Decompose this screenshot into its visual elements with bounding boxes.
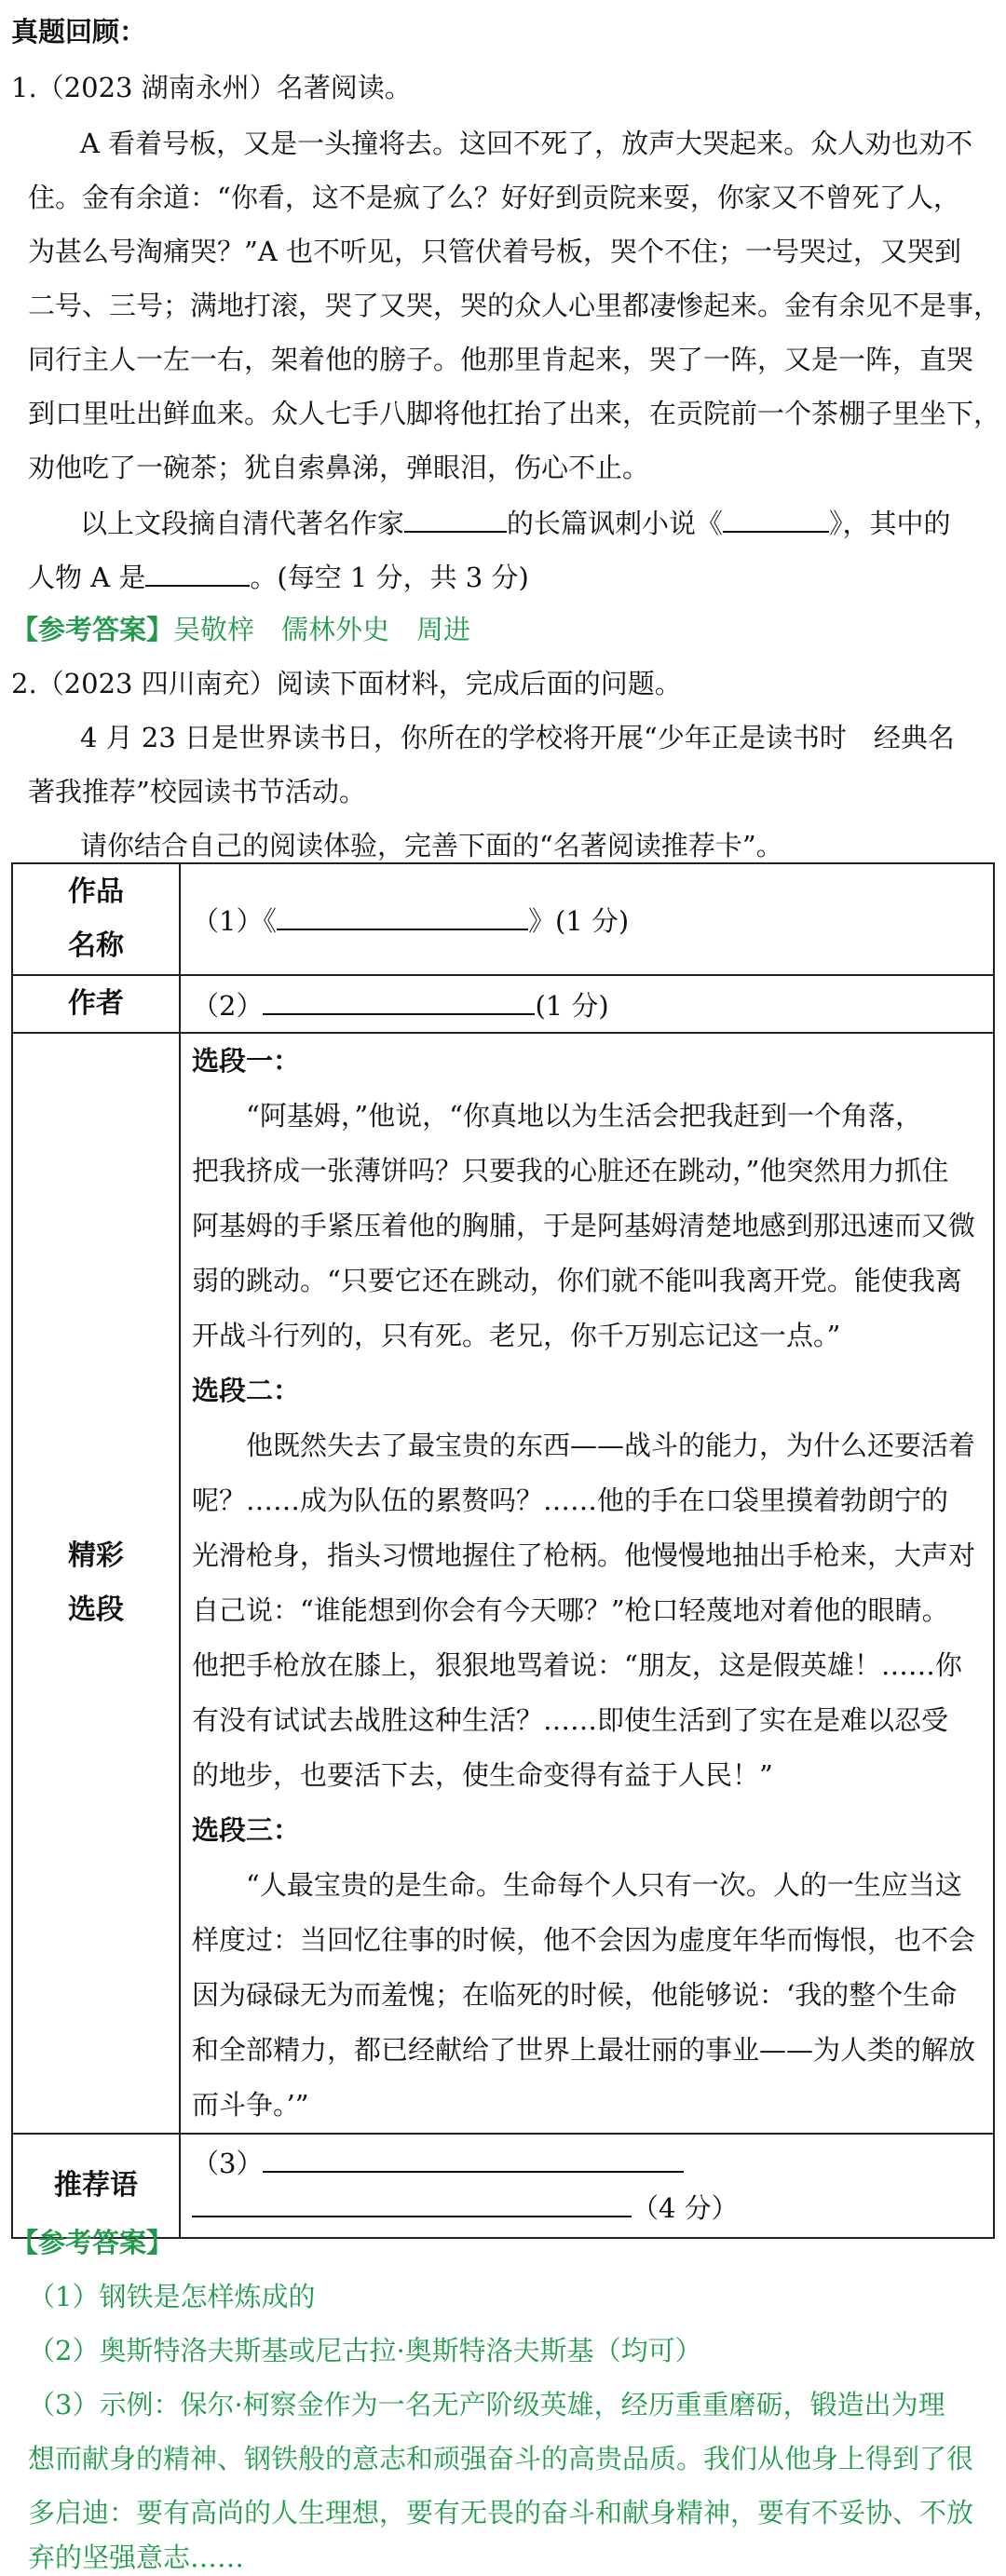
blank-recommendation-1[interactable] xyxy=(263,2143,684,2173)
answer-line: 多启迪：要有高尚的人生理想，要有无畏的奋斗和献身精神，要有不妥协、不放 xyxy=(28,2497,974,2529)
recommendation-card xyxy=(11,862,995,2239)
recommendation-field: （3） （4 分） xyxy=(180,2134,994,2238)
excerpt-line: 因为碌碌无为而羞愧；在临死的时候，他能够说：‘我的整个生命 xyxy=(192,1979,958,2011)
answer-line: 弃的坚强意志…… xyxy=(28,2542,245,2573)
blank-author[interactable] xyxy=(404,503,507,533)
excerpt-line: 样度过：当回忆往事的时候，他不会因为虚度年华而悔恨，也不会 xyxy=(192,1924,976,1956)
blank-recommendation-2[interactable] xyxy=(192,2188,632,2217)
author-field: （2） (1 分) xyxy=(180,975,994,1033)
q1-heading: 1.（2023 湖南永州）名著阅读。 xyxy=(11,72,412,103)
excerpt-line: 而斗争。’” xyxy=(192,2089,309,2121)
q2-heading: 2.（2023 四川南充）阅读下面材料，完成后面的问题。 xyxy=(11,668,682,699)
q2-intro-line: 著我推荐”校园读书节活动。 xyxy=(28,776,366,807)
excerpt-1-title: 选段一： xyxy=(192,1045,301,1077)
q1-question-cont: 人物 A 是 。(每空 1 分，共 3 分) xyxy=(28,557,529,596)
card-row-author xyxy=(12,975,994,1033)
q1-passage-line: 同行主人一左一右，架着他的膀子。他那里肯起来，哭了一阵，又是一阵，直哭 xyxy=(28,344,974,375)
answer-line: 想而献身的精神、钢铁般的意志和顽强奋斗的高贵品质。我们从他身上得到了很 xyxy=(28,2443,974,2474)
answer-label: 【参考答案】 xyxy=(11,2227,174,2258)
q1-passage-line: 劝他吃了一碗茶；犹自索鼻涕，弹眼泪，伤心不止。 xyxy=(28,452,650,483)
answer-text: 吴敬梓 儒林外史 周进 xyxy=(173,614,471,645)
card-row-recommendation xyxy=(12,2134,994,2238)
excerpt-line: 有没有试试去战胜这种生活？……即使生活到了实在是难以忍受 xyxy=(192,1704,949,1736)
q1-passage-line: 二号、三号；满地打滚，哭了又哭，哭的众人心里都凄惨起来。金有余见不是事， xyxy=(28,290,1001,321)
excerpt-line: 和全部精力，都已经献给了世界上最壮丽的事业——为人类的解放 xyxy=(192,2034,976,2066)
recommendation-label: 推荐语 xyxy=(12,2134,180,2238)
answer-line: （2）奥斯特洛夫斯基或尼古拉·奥斯特洛夫斯基（均可） xyxy=(28,2335,702,2366)
answer-line: （3）示例：保尔·柯察金作为一名无产阶级英雄，经历重重磨砺，锻造出为理 xyxy=(28,2389,945,2420)
answer-label: 【参考答案】 xyxy=(11,614,174,645)
excerpt-line: 阿基姆的手紧压着他的胸脯，于是阿基姆清楚地感到那迅速而又微 xyxy=(192,1210,976,1241)
q1-passage-line: A 看着号板，又是一头撞将去。这回不死了，放声大哭起来。众人劝也劝不 xyxy=(80,128,973,159)
excerpt-line: 呢？……成为队伍的累赘吗？……他的手在口袋里摸着勃朗宁的 xyxy=(192,1485,949,1516)
answer-line: （1）钢铁是怎样炼成的 xyxy=(28,2281,316,2312)
excerpt-line: “阿基姆，”他说，“你真地以为生活会把我赶到一个角落， xyxy=(246,1100,922,1132)
excerpt-3-title: 选段三： xyxy=(192,1814,301,1846)
work-label: 作品 名称 xyxy=(12,863,180,975)
q1-passage-line: 住。金有余道：“你看，这不是疯了么？好好到贡院来耍，你家又不曾死了人， xyxy=(28,182,960,213)
blank-novel[interactable] xyxy=(723,503,829,533)
excerpt-line: 把我挤成一张薄饼吗？只要我的心脏还在跳动，”他突然用力抓住 xyxy=(192,1155,949,1186)
work-field: （1）《 》(1 分) xyxy=(180,863,994,975)
blank-character[interactable] xyxy=(145,557,250,587)
excerpt-line: 光滑枪身，指头习惯地握住了枪柄。他慢慢地抽出手枪来，大声对 xyxy=(192,1539,976,1571)
q2-intro-line: 4 月 23 日是世界读书日，你所在的学校将开展“少年正是读书时 经典名 xyxy=(80,722,955,753)
blank-work-title[interactable] xyxy=(277,901,528,930)
card-row-excerpts xyxy=(12,1033,994,2134)
q1-question: 以上文段摘自清代著名作家 的长篇讽刺小说《 》，其中的 xyxy=(80,503,951,542)
excerpt-line: 自己说：“谁能想到你会有今天哪？”枪口轻蔑地对着他的眼睛。 xyxy=(192,1594,949,1626)
excerpt-2-title: 选段二： xyxy=(192,1375,301,1406)
section-title: 真题回顾： xyxy=(11,16,147,47)
excerpt-label: 精彩 选段 xyxy=(12,1033,180,2134)
excerpt-line: 他把手枪放在膝上，狠狠地骂着说：“朋友，这是假英雄！……你 xyxy=(192,1649,962,1681)
excerpt-line: “人最宝贵的是生命。生命每个人只有一次。人的一生应当这 xyxy=(246,1869,962,1901)
q1-passage-line: 为甚么号淘痛哭？”A 也不听见，只管伏着号板，哭个不住；一号哭过，又哭到 xyxy=(28,236,961,267)
excerpt-content xyxy=(180,1033,994,2134)
q1-answer xyxy=(11,611,470,648)
excerpt-line: 弱的跳动。“只要它还在跳动，你们就不能叫我离开党。能使我离 xyxy=(192,1265,962,1296)
excerpt-line: 开战斗行列的，只有死。老兄，你千万别忘记这一点。” xyxy=(192,1320,841,1351)
q1-passage-line: 到口里吐出鲜血来。众人七手八脚将他扛抬了出来，在贡院前一个茶棚子里坐下， xyxy=(28,398,1001,429)
q2-intro-line: 请你结合自己的阅读体验，完善下面的“名著阅读推荐卡”。 xyxy=(80,830,783,861)
excerpt-line: 他既然失去了最宝贵的东西——战斗的能力，为什么还要活着 xyxy=(246,1430,976,1461)
card-row-work xyxy=(12,863,994,975)
author-label: 作者 xyxy=(12,975,180,1033)
blank-author-name[interactable] xyxy=(263,985,535,1015)
excerpt-line: 的地步，也要活下去，使生命变得有益于人民！” xyxy=(192,1759,773,1791)
